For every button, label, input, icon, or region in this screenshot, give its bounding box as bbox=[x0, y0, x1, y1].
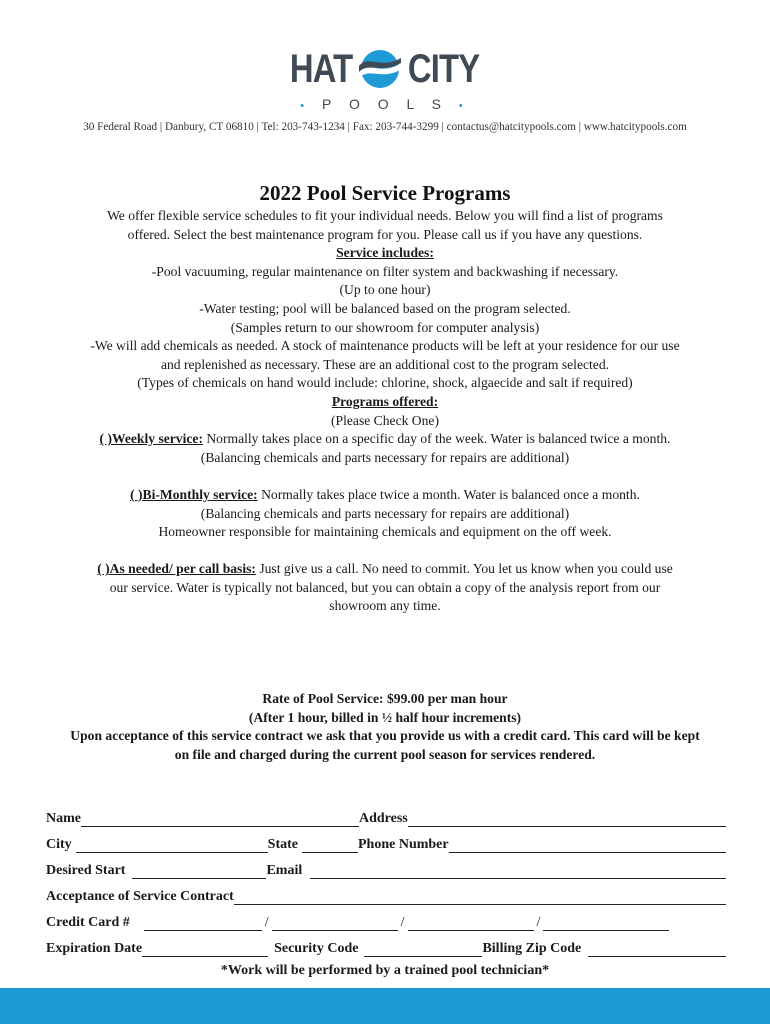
weekly-note: (Balancing chemicals and parts necessary for repairs are additional) bbox=[200, 449, 570, 465]
desired-start-label: Desired Start bbox=[46, 863, 126, 878]
phone-label: Phone Number bbox=[358, 837, 449, 852]
acceptance-field[interactable] bbox=[234, 887, 726, 905]
service-item: (Types of chemicals on hand would include: chlorine, shock, algaecide and salt if required) bbox=[137, 375, 633, 391]
credit-card-field-4[interactable] bbox=[543, 913, 669, 931]
footer-bar bbox=[0, 988, 770, 1024]
credit-card-terms: Upon acceptance of this service contract we ask that you provide us with a credit card. This card will be kept on file and charged during the current pool season for services rendered. bbox=[70, 728, 700, 762]
weekly-option bbox=[88, 430, 682, 449]
expiration-field[interactable] bbox=[142, 939, 268, 957]
rate-section bbox=[70, 690, 700, 764]
company-logo bbox=[0, 44, 770, 116]
contact-line: 30 Federal Road | Danbury, CT 06810 | Tel: 203-743-1234 | Fax: 203-744-3299 | contactus@hatcitypools.com | www.hatcitypools.com bbox=[83, 121, 687, 133]
rate-line: Rate of Pool Service: $99.00 per man hour bbox=[262, 691, 508, 706]
programs-subheading: (Please Check One) bbox=[331, 412, 439, 428]
security-code-field[interactable] bbox=[364, 939, 482, 957]
card-separator: / bbox=[400, 915, 405, 930]
city-field[interactable] bbox=[76, 835, 268, 853]
bimonthly-text: Normally takes place twice a month. Water is balanced once a month. bbox=[257, 486, 640, 502]
state-field[interactable] bbox=[302, 835, 358, 853]
page-title: 2022 Pool Service Programs bbox=[259, 181, 511, 205]
intro-text: We offer flexible service schedules to fit your individual needs. Below you will find a list of programs offered. Select the best maintenance program for you. Please call us if you have any questions. bbox=[107, 208, 663, 242]
as-needed-text: Just give us a call. No need to commit. You let us know when you could use our service. Water is typically not balanced, but you can obtain a copy of the analysis report from our showroom any time. bbox=[109, 561, 673, 614]
as-needed-option bbox=[88, 560, 682, 616]
address-label: Address bbox=[359, 811, 408, 826]
phone-field[interactable] bbox=[449, 835, 726, 853]
billing-zip-label: Billing Zip Code bbox=[482, 941, 582, 956]
acceptance-label: Acceptance of Service Contract bbox=[46, 889, 234, 904]
expiration-label: Expiration Date bbox=[46, 941, 143, 956]
name-field[interactable] bbox=[81, 809, 359, 827]
service-item: -Water testing; pool will be balanced based on the program selected. bbox=[199, 300, 571, 316]
address-field[interactable] bbox=[408, 809, 726, 827]
weekly-text: Normally takes place on a specific day of the week. Water is balanced twice a month. bbox=[202, 431, 671, 447]
document-body bbox=[88, 207, 682, 616]
bimonthly-option bbox=[88, 486, 682, 505]
logo-sub-text: P O O L S bbox=[321, 96, 449, 112]
bimonthly-note-2: Homeowner responsible for maintaining chemicals and equipment on the off week. bbox=[158, 524, 612, 540]
bimonthly-label[interactable]: ( )Bi-Monthly service: bbox=[130, 486, 258, 502]
security-code-label: Security Code bbox=[274, 941, 359, 956]
service-item: -Pool vacuuming, regular maintenance on filter system and backwashing if necessary. bbox=[151, 263, 619, 279]
wave-hat-icon bbox=[356, 46, 404, 92]
service-item: -We will add chemicals as needed. A stock of maintenance products will be left at your residence for our use and replenished as necessary. These are an additional cost to the program selected. bbox=[90, 338, 680, 372]
desired-start-field[interactable] bbox=[132, 861, 266, 879]
logo-word-left: HAT bbox=[290, 46, 353, 91]
as-needed-label[interactable]: ( )As needed/ per call basis: bbox=[97, 561, 256, 577]
rate-increments: (After 1 hour, billed in ½ half hour increments) bbox=[248, 709, 522, 725]
customer-form bbox=[46, 806, 726, 962]
bimonthly-note: (Balancing chemicals and parts necessary for repairs are additional) bbox=[200, 505, 570, 521]
technician-note: *Work will be performed by a trained pool technician* bbox=[220, 963, 550, 978]
service-includes-heading: Service includes: bbox=[336, 245, 434, 261]
state-label: State bbox=[267, 837, 298, 852]
logo-dot-right: • bbox=[458, 100, 470, 112]
weekly-label[interactable]: ( )Weekly service: bbox=[99, 431, 203, 447]
logo-dot-left: • bbox=[300, 100, 312, 112]
service-item: (Samples return to our showroom for computer analysis) bbox=[230, 319, 540, 335]
programs-heading: Programs offered: bbox=[331, 393, 439, 409]
card-separator: / bbox=[264, 915, 269, 930]
email-label: Email bbox=[266, 863, 303, 878]
credit-card-label: Credit Card # bbox=[46, 915, 130, 930]
city-label: City bbox=[46, 837, 72, 852]
credit-card-field-2[interactable] bbox=[272, 913, 398, 931]
service-item: (Up to one hour) bbox=[339, 282, 431, 298]
card-separator: / bbox=[536, 915, 541, 930]
logo-word-right: CITY bbox=[407, 46, 479, 91]
email-field[interactable] bbox=[310, 861, 726, 879]
credit-card-field-3[interactable] bbox=[408, 913, 534, 931]
billing-zip-field[interactable] bbox=[588, 939, 726, 957]
name-label: Name bbox=[46, 811, 81, 826]
credit-card-field-1[interactable] bbox=[144, 913, 262, 931]
logo-subtitle bbox=[0, 96, 770, 112]
